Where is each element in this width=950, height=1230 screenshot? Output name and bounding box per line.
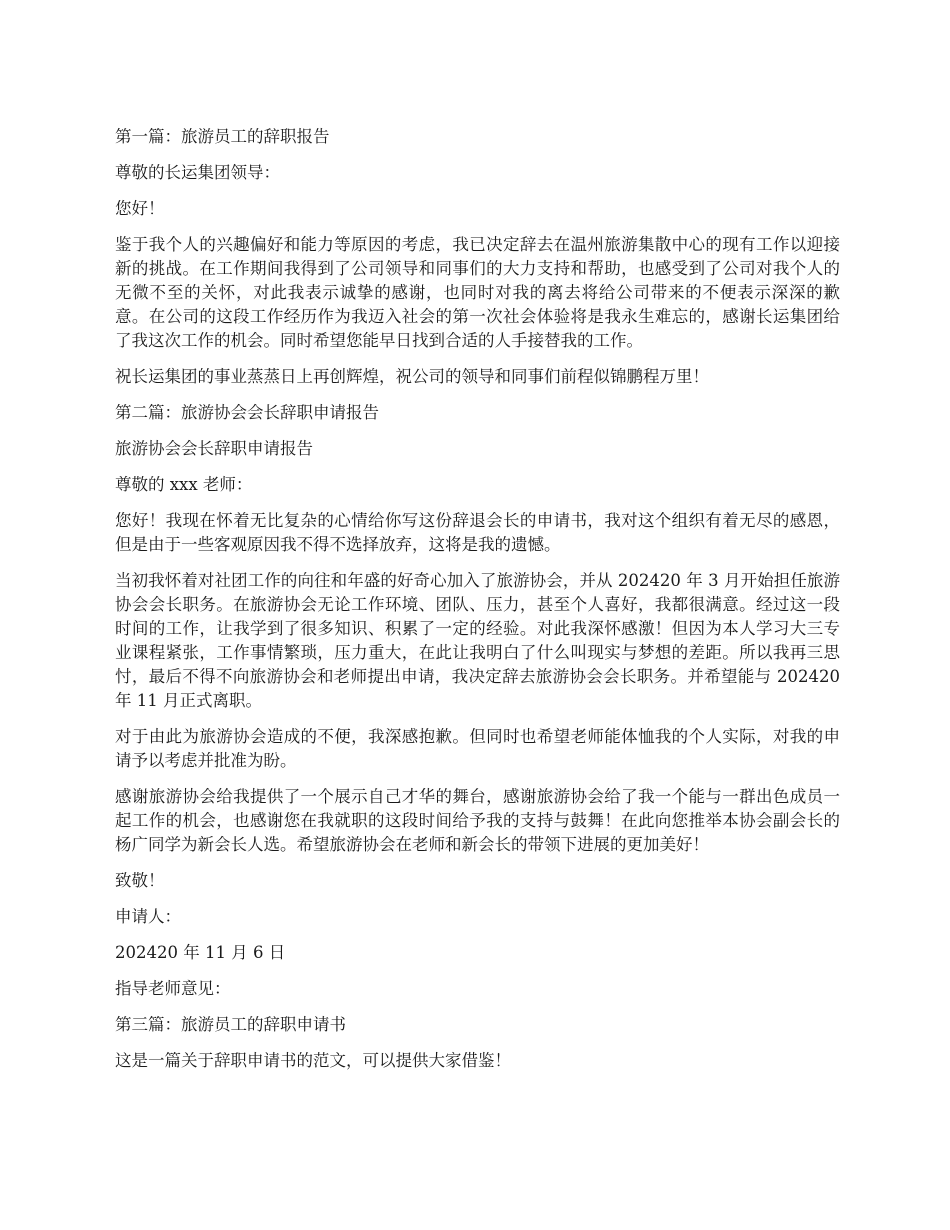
body-paragraph: 您好！我现在怀着无比复杂的心情给你写这份辞退会长的申请书，我对这个组织有着无尽的感恩，但是由于一些客观原因我不得不选择放弃，这将是我的遗憾。 bbox=[115, 511, 840, 554]
salutation: 尊敬的 xxx 老师： bbox=[115, 475, 253, 494]
section-title-3: 第三篇：旅游员工的辞职申请书 bbox=[115, 1015, 346, 1034]
letter-title: 旅游协会会长辞职申请报告 bbox=[115, 439, 313, 458]
body-paragraph: 对于由此为旅游协会造成的不便，我深感抱歉。但同时也希望老师能体恤我的个人实际，对我的申请予以考虑并批准为盼。 bbox=[115, 727, 840, 770]
body-paragraph: 感谢旅游协会给我提供了一个展示自己才华的舞台，感谢旅游协会给了我一个能与一群出色成员一起工作的机会，也感谢您在我就职的这段时间给予我的支持与鼓舞！在此向您推举本协会副会长的杨广同学为新会长人选。希望旅游协会在老师和新会长的带领下进展的更加美好！ bbox=[115, 787, 840, 854]
closing: 致敬！ bbox=[115, 871, 165, 890]
greeting: 您好！ bbox=[115, 199, 165, 218]
body-paragraph: 祝长运集团的事业蒸蒸日上再创辉煌，祝公司的领导和同事们前程似锦鹏程万里！ bbox=[115, 367, 709, 386]
body-paragraph: 这是一篇关于辞职申请书的范文，可以提供大家借鉴！ bbox=[115, 1051, 511, 1070]
document-body bbox=[115, 125, 840, 1085]
section-title-2: 第二篇：旅游协会会长辞职申请报告 bbox=[115, 403, 379, 422]
section-title-1: 第一篇：旅游员工的辞职报告 bbox=[115, 127, 330, 146]
salutation: 尊敬的长运集团领导： bbox=[115, 163, 280, 182]
body-paragraph: 当初我怀着对社团工作的向往和年盛的好奇心加入了旅游协会，并从 202420 年 3 月开始担任旅游协会会长职务。在旅游协会无论工作环境、团队、压力，甚至个人喜好，我都很满意。经过这一段时间的工作，让我学到了很多知识、积累了一定的经验。对此我深怀感激！但因为本人学习大三专业课程紧张，工作事情繁琐，压力重大，在此让我明白了什么叫现实与梦想的差距。所以我再三思忖，最后不得不向旅游协会和老师提出申请，我决定辞去旅游协会会长职务。并希望能与 202420 年 11 月正式离职。 bbox=[115, 571, 840, 710]
date-line: 202420 年 11 月 6 日 bbox=[115, 943, 286, 962]
advisor-opinion-label: 指导老师意见： bbox=[115, 979, 231, 998]
body-paragraph: 鉴于我个人的兴趣偏好和能力等原因的考虑，我已决定辞去在温州旅游集散中心的现有工作以迎接新的挑战。在工作期间我得到了公司领导和同事们的大力支持和帮助，也感受到了公司对我个人的无微不至的关怀，对此我表示诚挚的感谢，也同时对我的离去将给公司带来的不便表示深深的歉意。在公司的这段工作经历作为我迈入社会的第一次社会体验将是我永生难忘的，感谢长运集团给了我这次工作的机会。同时希望您能早日找到合适的人手接替我的工作。 bbox=[115, 235, 840, 350]
applicant-label: 申请人： bbox=[115, 907, 181, 926]
